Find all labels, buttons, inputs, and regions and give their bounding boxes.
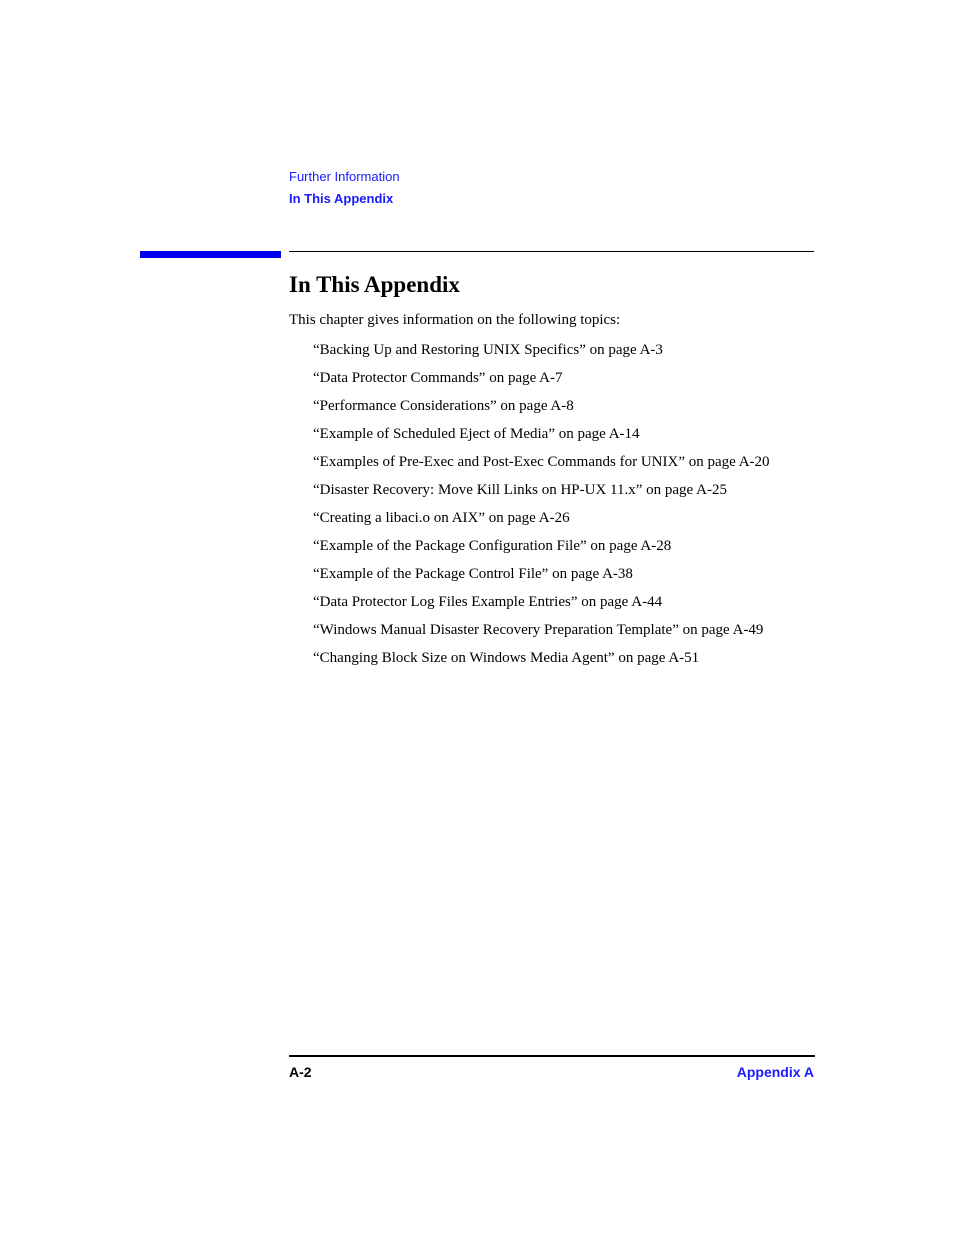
breadcrumb [289, 166, 400, 210]
topic-link[interactable]: “Windows Manual Disaster Recovery Preparation Template” on page A-49 [313, 622, 764, 638]
topic-link[interactable]: “Data Protector Log Files Example Entries” on page A-44 [313, 594, 663, 610]
topic-link[interactable]: “Example of the Package Configuration File” on page A-28 [313, 538, 672, 554]
footer-page-number: A-2 [289, 1064, 312, 1080]
topic-link[interactable]: “Example of Scheduled Eject of Media” on page A-14 [313, 426, 640, 442]
header-divider [289, 251, 814, 252]
topic-link[interactable]: “Creating a libaci.o on AIX” on page A-26 [313, 510, 570, 526]
topic-link[interactable]: “Example of the Package Control File” on page A-38 [313, 566, 633, 582]
topic-link[interactable]: “Data Protector Commands” on page A-7 [313, 370, 563, 386]
footer-section-link[interactable]: Appendix A [736, 1064, 814, 1080]
topic-link[interactable]: “Examples of Pre-Exec and Post-Exec Commands for UNIX” on page A-20 [313, 454, 770, 470]
section-accent-bar [140, 251, 281, 258]
breadcrumb-current-link[interactable]: In This Appendix [289, 191, 394, 206]
topic-list [313, 341, 793, 677]
breadcrumb-parent-link[interactable]: Further Information [289, 169, 400, 184]
intro-paragraph: This chapter gives information on the following topics: [289, 312, 621, 328]
footer-divider [289, 1055, 815, 1057]
topic-link[interactable]: “Disaster Recovery: Move Kill Links on HP-UX 11.x” on page A-25 [313, 482, 727, 498]
topic-link[interactable]: “Changing Block Size on Windows Media Agent” on page A-51 [313, 650, 700, 666]
topic-link[interactable]: “Backing Up and Restoring UNIX Specifics” on page A-3 [313, 342, 663, 358]
page-title: In This Appendix [289, 272, 460, 297]
topic-link[interactable]: “Performance Considerations” on page A-8 [313, 398, 574, 414]
